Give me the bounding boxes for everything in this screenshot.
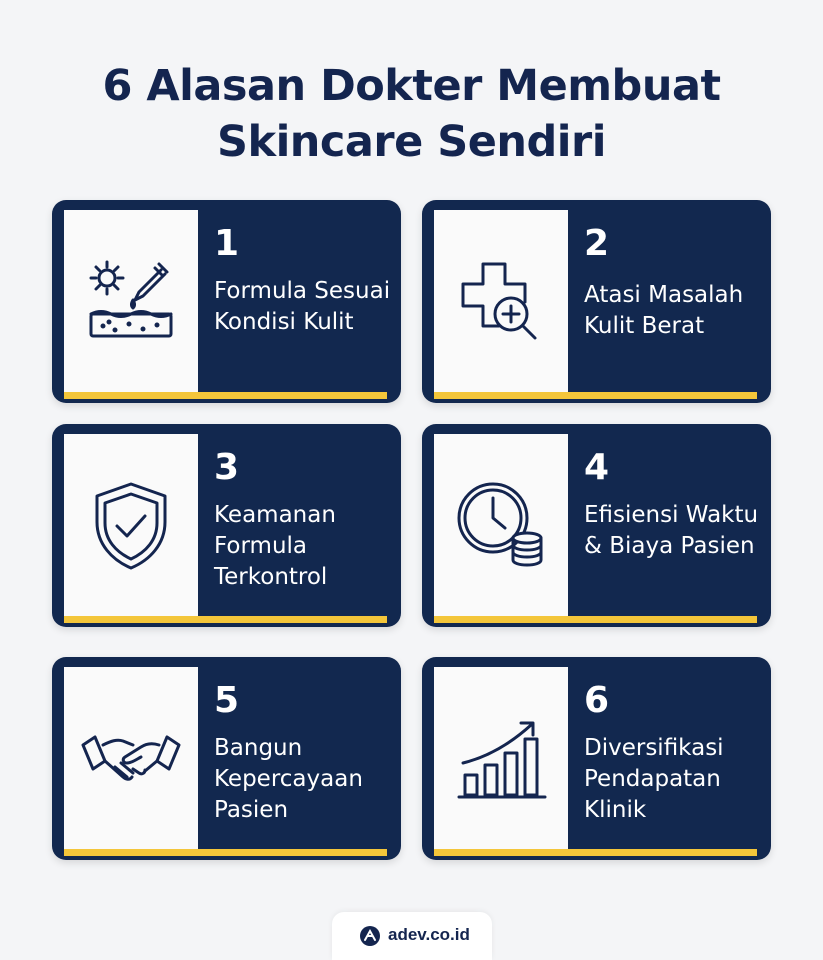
icon-panel	[64, 434, 198, 617]
reason-card-5	[52, 657, 401, 860]
icon-panel	[434, 667, 568, 850]
accent-bar	[64, 616, 387, 623]
title-line-1: 6 Alasan Dokter Membuat	[102, 61, 721, 111]
reason-number: 6	[584, 680, 610, 721]
accent-bar	[434, 392, 757, 399]
reason-label: Atasi Masalah Kulit Berat	[584, 282, 744, 339]
accent-bar	[64, 849, 387, 856]
footer-brand	[332, 912, 492, 960]
accent-bar	[434, 616, 757, 623]
icon-panel	[434, 210, 568, 393]
reason-card-2	[422, 200, 771, 403]
reason-label: Keamanan Formula Terkontrol	[214, 502, 336, 590]
reason-number: 4	[584, 447, 610, 488]
shield-check-icon	[81, 476, 181, 576]
gear-dropper-skin-icon	[81, 252, 181, 352]
growth-chart-icon	[451, 709, 551, 809]
reason-number: 2	[584, 223, 610, 264]
title-line-2: Skincare Sendiri	[217, 117, 606, 167]
icon-panel	[434, 434, 568, 617]
reason-number: 3	[214, 447, 240, 488]
reason-label: Formula Sesuai Kondisi Kulit	[214, 278, 391, 335]
accent-bar	[434, 849, 757, 856]
reason-card-3	[52, 424, 401, 627]
brand-domain-link[interactable]: adev.co.id	[388, 925, 470, 944]
reason-number: 5	[214, 680, 240, 721]
handshake-icon	[79, 709, 183, 809]
reason-label: Diversifikasi Pendapatan Klinik	[584, 735, 724, 823]
reason-number: 1	[214, 223, 240, 264]
clock-coins-icon	[451, 476, 551, 576]
page-title	[0, 58, 823, 170]
reason-label: Efisiensi Waktu & Biaya Pasien	[584, 502, 759, 559]
reason-label: Bangun Kepercayaan Pasien	[214, 735, 363, 823]
reason-card-6	[422, 657, 771, 860]
medical-cross-magnifier-icon	[451, 252, 551, 352]
brand-logo-icon	[360, 926, 380, 946]
accent-bar	[64, 392, 387, 399]
icon-panel	[64, 210, 198, 393]
reason-card-4	[422, 424, 771, 627]
icon-panel	[64, 667, 198, 850]
reason-card-1	[52, 200, 401, 403]
